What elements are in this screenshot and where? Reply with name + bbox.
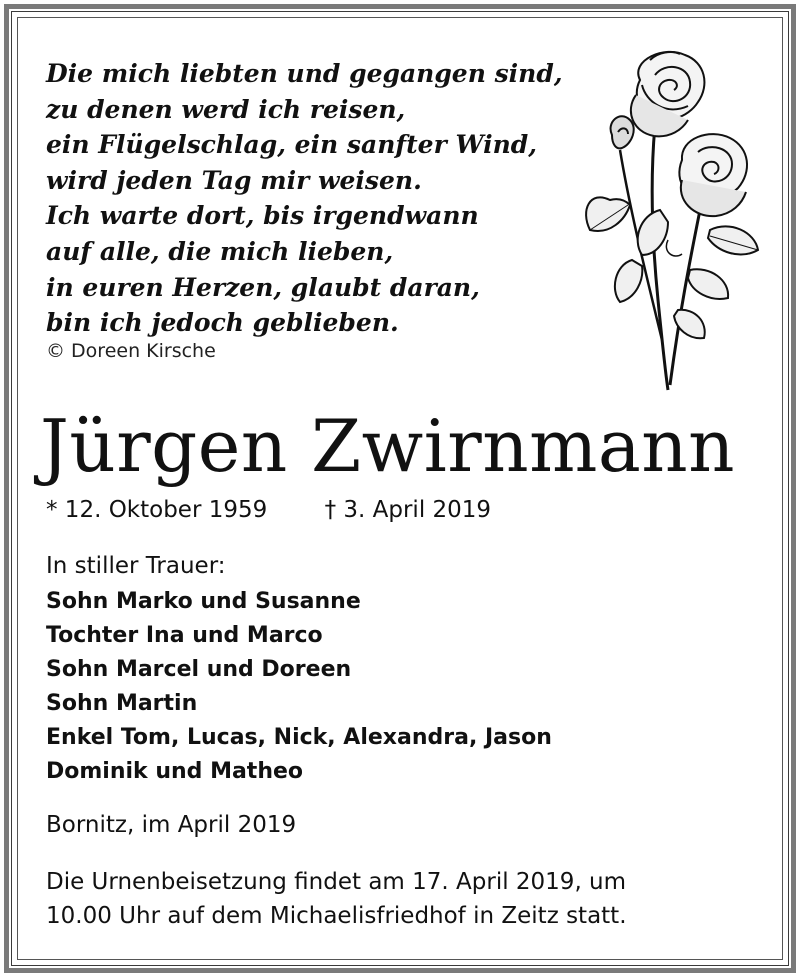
poem-line: in euren Herzen, glaubt daran, — [46, 272, 480, 302]
poem-line: ein Flügelschlag, ein sanfter Wind, — [46, 130, 537, 160]
funeral-notice — [46, 865, 746, 933]
mourner-line: Tochter Ina und Marco — [46, 623, 323, 648]
mourner-line: Sohn Marko und Susanne — [46, 589, 361, 614]
poem-copyright: © Doreen Kirsche — [46, 340, 216, 362]
mourners-list — [46, 585, 552, 789]
poem-line: Ich warte dort, bis irgendwann — [46, 201, 479, 231]
mourner-line: Enkel Tom, Lucas, Nick, Alexandra, Jason — [46, 725, 552, 750]
deceased-name: Jürgen Zwirnmann — [40, 404, 736, 488]
poem-line: bin ich jedoch geblieben. — [46, 308, 399, 338]
poem-line: auf alle, die mich lieben, — [46, 236, 394, 266]
death-date: † 3. April 2019 — [324, 497, 492, 523]
life-dates — [46, 497, 491, 523]
birth-date: * 12. Oktober 1959 — [46, 497, 268, 523]
mourner-line: Sohn Marcel und Doreen — [46, 657, 352, 682]
notice-line: Die Urnenbeisetzung findet am 17. April 2019, um — [46, 869, 627, 895]
poem-line: Die mich liebten und gegangen sind, — [46, 59, 563, 88]
roses-icon — [570, 40, 780, 396]
mourners-intro: In stiller Trauer: — [46, 553, 226, 579]
poem-line: zu denen werd ich reisen, — [46, 94, 406, 124]
poem — [46, 56, 566, 341]
mourner-line: Dominik und Matheo — [46, 759, 304, 784]
notice-line: 10.00 Uhr auf dem Michaelisfriedhof in Zeitz statt. — [46, 903, 627, 929]
mourner-line: Sohn Martin — [46, 691, 198, 716]
place-date: Bornitz, im April 2019 — [46, 812, 297, 838]
poem-line: wird jeden Tag mir weisen. — [46, 165, 422, 195]
